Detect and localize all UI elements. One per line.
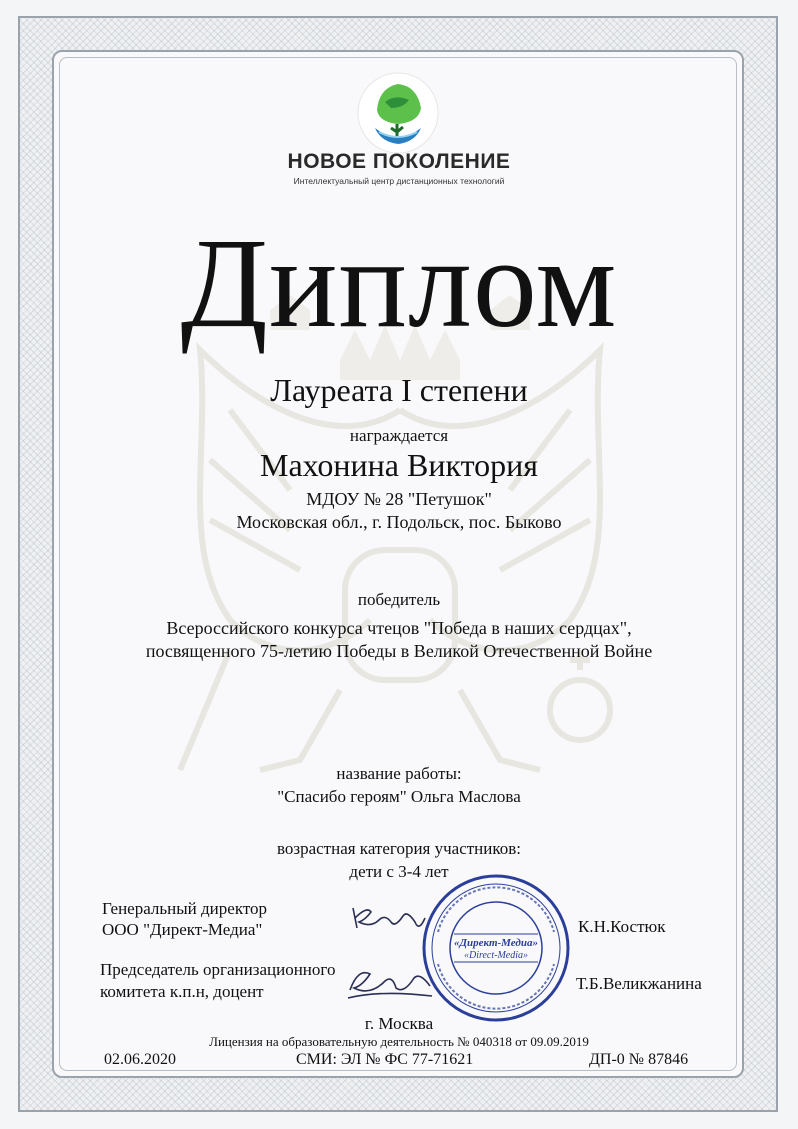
diploma-number: ДП-0 № 87846 (589, 1051, 689, 1068)
contest-line-2: посвященного 75-летию Победы в Великой Отечественной Войне (145, 641, 653, 661)
work-title: "Спасибо героям" Ольга Маслова (277, 787, 521, 806)
winner-name: Махонина Виктория (259, 447, 538, 483)
awarded-label: награждается (349, 426, 449, 445)
organization-stamp-icon (420, 872, 572, 1024)
contest-line-1: Всероссийского конкурса чтецов "Победа в наших сердцах", (166, 618, 632, 638)
logo-title: НОВОЕ ПОКОЛЕНИЕ (287, 150, 511, 173)
institution-text: МДОУ № 28 "Петушок" (306, 489, 492, 509)
chair-name: Т.Б.Великжанина (576, 974, 702, 993)
logo-subtitle: Интеллектуальный центр дистанционных технологий (293, 176, 505, 186)
director-signature-icon (345, 898, 430, 943)
work-label: название работы: (336, 764, 462, 783)
director-title-line1: Генеральный директор (102, 899, 268, 918)
city-text: г. Москва (364, 1014, 434, 1033)
winner-label: победитель (357, 590, 441, 609)
chair-title-line1: Председатель организационного (100, 960, 336, 979)
diploma-title: Диплом (180, 212, 618, 354)
stamp-text-ru: «Директ-Медиа» (454, 937, 538, 949)
issue-date: 02.06.2020 (104, 1051, 176, 1068)
license-text: Лицензия на образовательную деятельность № 040318 от 09.09.2019 (209, 1034, 589, 1049)
chair-title-line2: комитета к.п.н, доцент (100, 982, 264, 1001)
age-category-value: дети с 3-4 лет (349, 862, 449, 881)
stamp-text-en: «Direct-Media» (463, 950, 529, 961)
location-text: Московская обл., г. Подольск, пос. Быково (236, 512, 562, 532)
director-title-line2: ООО "Директ-Медиа" (102, 920, 263, 939)
media-registration: СМИ: ЭЛ № ФС 77-71621 (296, 1051, 474, 1068)
director-name: К.Н.Костюк (578, 917, 666, 936)
age-category-label: возрастная категория участников: (276, 839, 522, 858)
degree-text: Лауреата I степени (270, 372, 528, 408)
new-generation-logo-icon (357, 72, 439, 154)
